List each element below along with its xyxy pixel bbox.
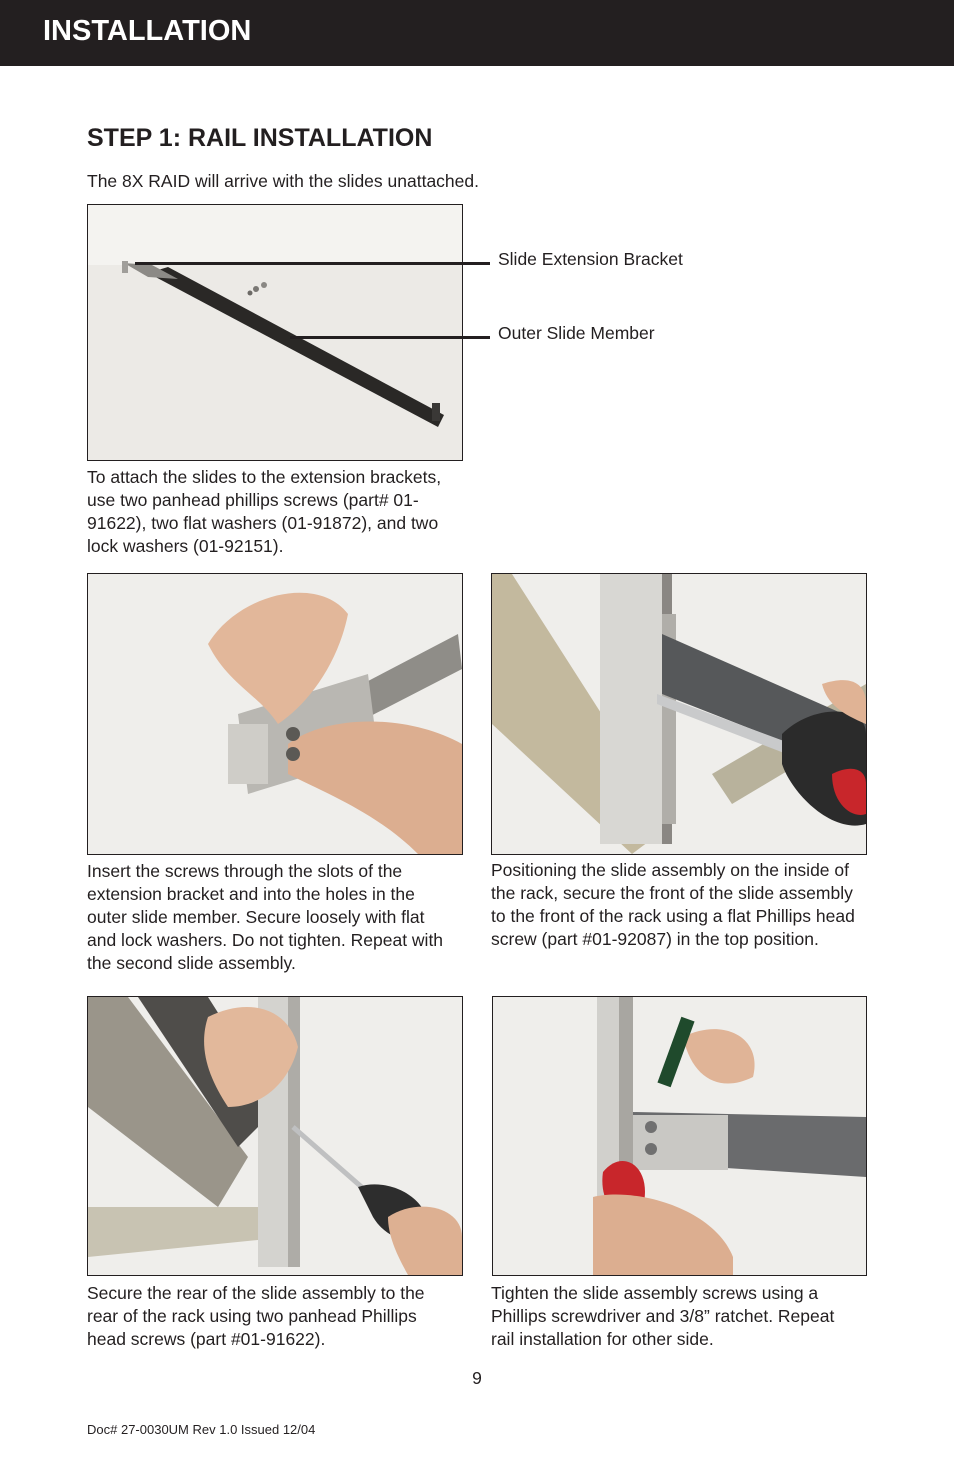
callout-line-outer-slide <box>290 336 490 339</box>
figure-caption: To attach the slides to the extension brackets, use two panhead phillips screws (part# 01-91622), two flat washers (01-91872), and two lock washers (01-92151). <box>87 467 442 556</box>
page-number: 9 <box>472 1368 482 1388</box>
callout-slide-extension-bracket: Slide Extension Bracket <box>498 249 683 269</box>
callout-outer-slide-member: Outer Slide Member <box>498 323 655 343</box>
page-section-title: INSTALLATION <box>43 15 252 47</box>
tighten-ratchet-photo <box>492 996 867 1276</box>
figure-caption: Positioning the slide assembly on the inside of the rack, secure the front of the slide assembly to the front of the rack using a flat Phillips head screw (part #01-92087) in the top position. <box>491 860 855 949</box>
slide-rails-photo <box>87 204 463 461</box>
rack-front-screwdriver-photo <box>491 573 867 855</box>
figure-caption: Secure the rear of the slide assembly to the rear of the rack using two panhead Phillips head screws (part #01-91622). <box>87 1283 425 1349</box>
step-heading: STEP 1: RAIL INSTALLATION <box>87 124 433 152</box>
document-id: Doc# 27-0030UM Rev 1.0 Issued 12/04 <box>87 1422 316 1437</box>
rack-rear-screwdriver-photo <box>87 996 463 1276</box>
hands-screwing-bracket-photo <box>87 573 463 855</box>
intro-text: The 8X RAID will arrive with the slides unattached. <box>87 171 479 191</box>
callout-line-bracket <box>135 262 490 265</box>
figure-caption: Tighten the slide assembly screws using a Phillips screwdriver and 3/8” ratchet. Repeat rail installation for other side. <box>491 1283 835 1349</box>
header-bar <box>0 0 954 66</box>
figure-caption: Insert the screws through the slots of the extension bracket and into the holes in the outer slide member. Secure loosely with flat and lock washers. Do not tighten. Repeat with the second slide assembly. <box>87 861 444 973</box>
